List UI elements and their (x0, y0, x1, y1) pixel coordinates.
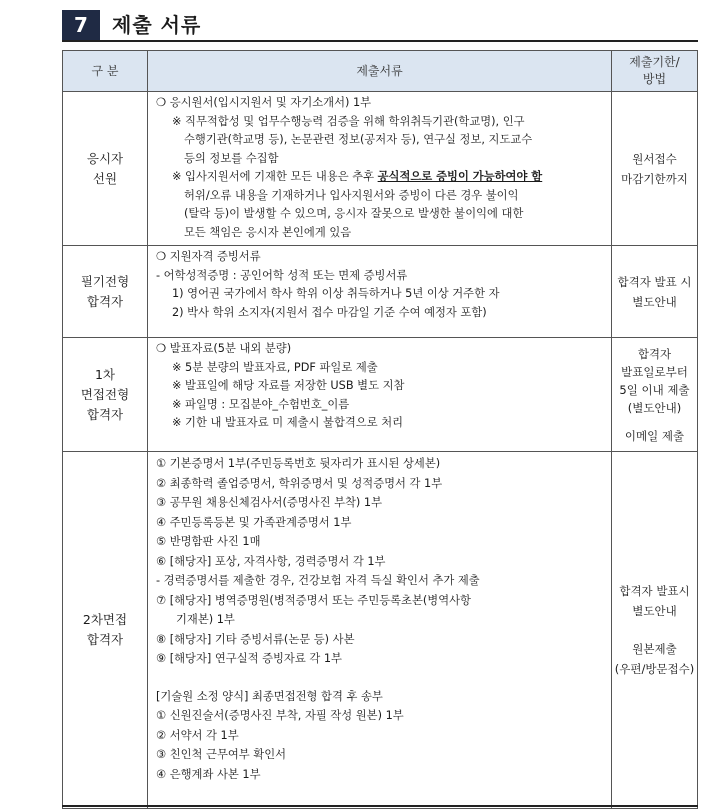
row-category: 응시자 선원 (63, 92, 148, 246)
doc-line: ⑤ 반명함판 사진 1매 (156, 535, 261, 548)
doc-line: ② 서약서 각 1부 (156, 728, 239, 742)
doc-line: ① 신원진술서(증명사진 부착, 자필 작성 원본) 1부 (156, 709, 404, 722)
header-category: 구 분 (63, 51, 148, 92)
doc-line: 모든 책임은 응시자 본인에게 있음 (184, 225, 352, 239)
doc-line: 허위/오류 내용을 기재하거나 입사지원서와 증빙이 다른 경우 불이익 (184, 188, 519, 202)
submission-documents-table (62, 50, 698, 809)
table-row (63, 246, 698, 338)
doc-line: 등의 정보를 수집함 (184, 151, 279, 165)
doc-line: ❍ 발표자료(5분 내외 분량) (156, 342, 292, 355)
row-period: 합격자 발표시 별도안내 원본제출 (우편/방문접수) (612, 452, 698, 809)
doc-line: ⑥ [해당자] 포상, 자격사항, 경력증명서 각 1부 (156, 554, 386, 568)
doc-line: ② 최종학력 졸업증명서, 학위증명서 및 성적증명서 각 1부 (156, 476, 443, 490)
row-category: 2차면접 합격자 (63, 452, 148, 809)
doc-line: ④ 은행계좌 사본 1부 (156, 767, 261, 781)
doc-line: ※ 5분 분량의 발표자료, PDF 파일로 제출 (172, 360, 378, 374)
table-row (63, 92, 698, 246)
row-documents (148, 452, 612, 809)
doc-line: ※ 입사지원서에 기재한 모든 내용은 추후 공식적으로 증빙이 가능하여야 함 (172, 170, 543, 183)
doc-line: ⑦ [해당자] 병역증명원(병적증명서 또는 주민등록초본(병역사항 (156, 593, 471, 607)
row-documents (148, 338, 612, 452)
doc-line: ※ 기한 내 발표자료 미 제출시 불합격으로 처리 (172, 416, 404, 429)
doc-line: ❍ 응시원서(입시지원서 및 자기소개서) 1부 (156, 96, 372, 109)
doc-line: (탈락 등)이 발생할 수 있으며, 응시자 잘못으로 발생한 불이익에 대한 (184, 207, 524, 220)
doc-line: ⑨ [해당자] 연구실적 증빙자료 각 1부 (156, 652, 342, 665)
row-period: 원서접수 마감기한까지 (612, 92, 698, 246)
bottom-rule (62, 805, 698, 807)
header-documents: 제출서류 (148, 51, 612, 92)
section-number-badge: 7 (62, 10, 100, 40)
table-row (63, 452, 698, 809)
section-header (62, 10, 698, 42)
doc-line: ❍ 지원자격 증빙서류 (156, 250, 261, 263)
header-period: 제출기한/ 방법 (612, 51, 698, 92)
row-period: 합격자 발표 시 별도안내 (612, 246, 698, 338)
doc-line: ⑧ [해당자] 기타 증빙서류(논문 등) 사본 (156, 632, 355, 646)
doc-line: 1) 영어권 국가에서 학사 학위 이상 취득하거나 5년 이상 거주한 자 (172, 287, 500, 300)
doc-line: 기재본) 1부 (176, 613, 235, 626)
row-documents (148, 92, 612, 246)
doc-line: [기술원 소정 양식] 최종면접전형 합격 후 송부 (156, 689, 383, 703)
doc-line: ※ 직무적합성 및 업무수행능력 검증을 위해 학위취득기관(학교명), 인구 (172, 114, 525, 128)
row-period: 합격자 발표일로부터 5일 이내 제출 (별도안내) 이메일 제출 (612, 338, 698, 452)
emphasis-text: 공식적으로 증빙이 가능하여야 함 (377, 170, 543, 183)
row-documents (148, 246, 612, 338)
doc-line: ① 기본증명서 1부(주민등록번호 뒷자리가 표시된 상세본) (156, 457, 441, 470)
doc-line: 수행기관(학교명 등), 논문관련 정보(공저자 등), 연구실 정보, 지도교수 (184, 133, 533, 146)
table-header-row (63, 51, 698, 92)
row-category: 1차 면접전형 합격자 (63, 338, 148, 452)
doc-line: - 어학성적증명 : 공인어학 성적 또는 면제 증빙서류 (156, 268, 408, 282)
section-title: 제출 서류 (112, 13, 202, 37)
table-row (63, 338, 698, 452)
header-rule (62, 40, 698, 42)
doc-line: 2) 박사 학위 소지자(지원서 접수 마감일 기준 수여 예정자 포함) (172, 305, 487, 319)
doc-line: - 경력증명서를 제출한 경우, 건강보험 자격 득실 확인서 추가 제출 (156, 574, 480, 587)
doc-line: ③ 친인척 근무여부 확인서 (156, 748, 287, 761)
doc-line: ④ 주민등록등본 및 가족관계증명서 1부 (156, 515, 352, 529)
doc-line: ※ 발표일에 해당 자료를 저장한 USB 별도 지참 (172, 379, 405, 392)
doc-line: ※ 파일명 : 모집분야_수험번호_이름 (172, 397, 350, 411)
doc-line: ③ 공무원 채용신체검사서(증명사진 부착) 1부 (156, 496, 383, 509)
row-category: 필기전형 합격자 (63, 246, 148, 338)
